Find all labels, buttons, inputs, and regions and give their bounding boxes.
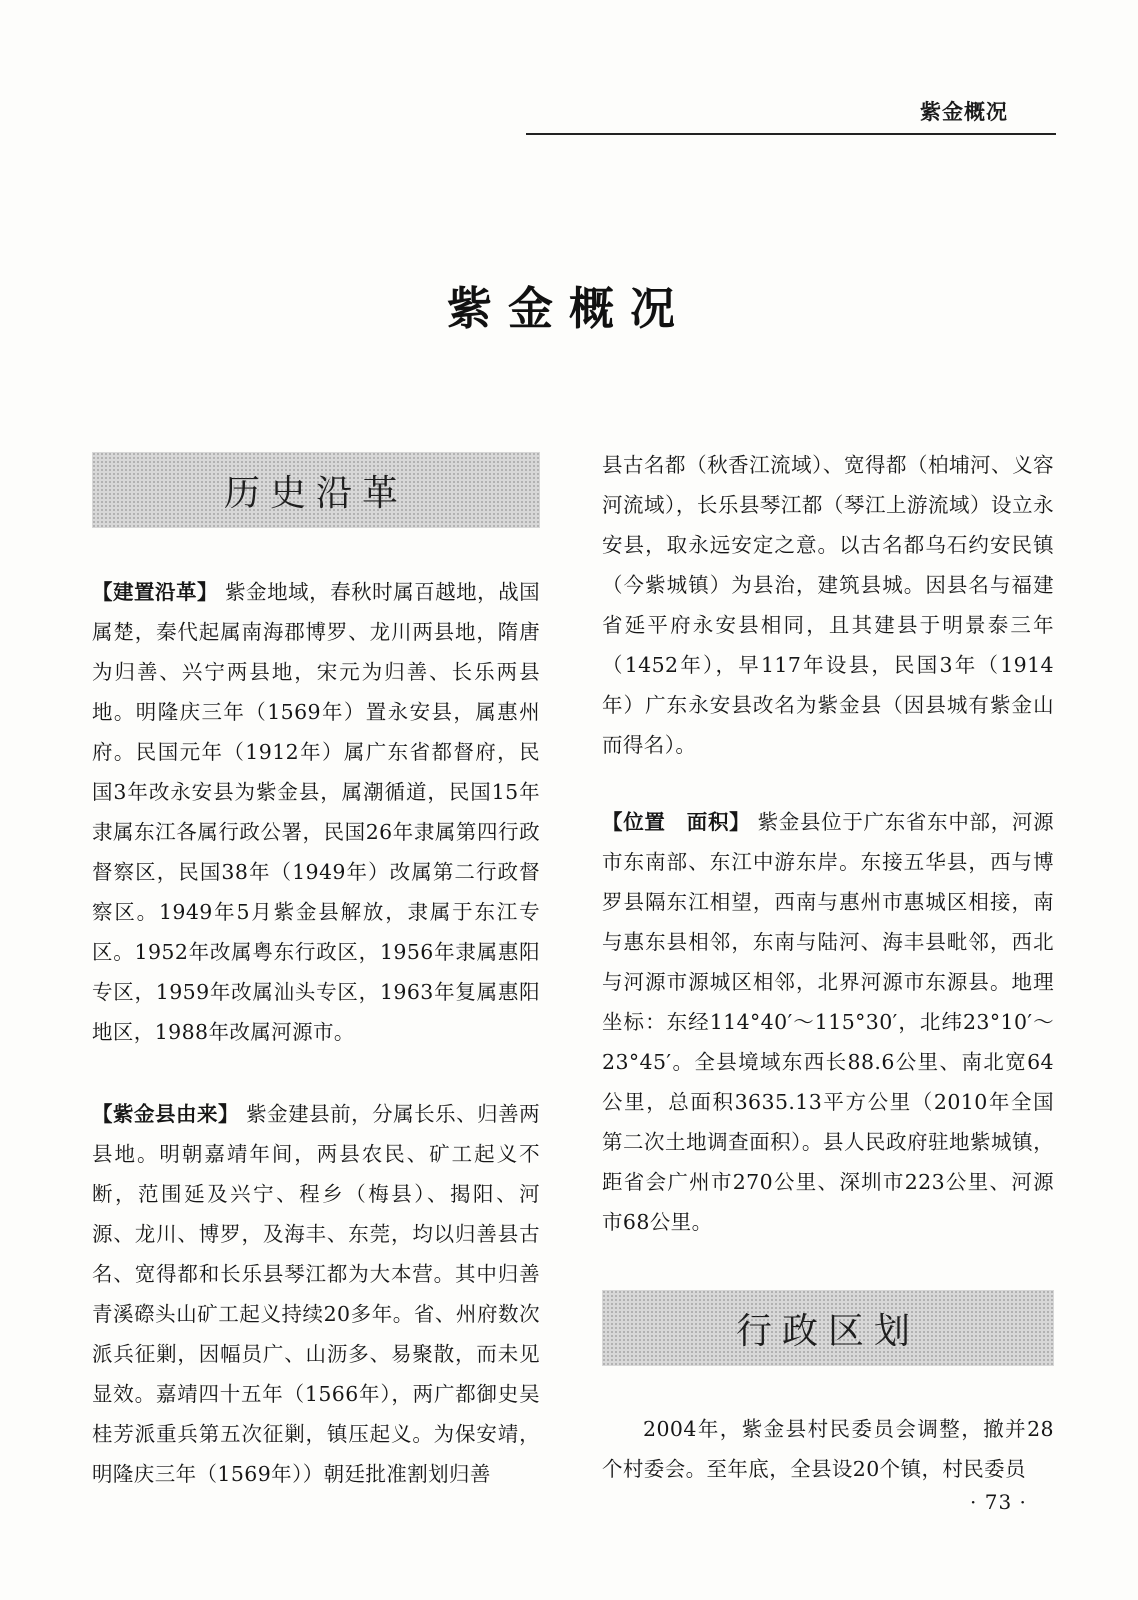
term-location-area: 【位置 面积】 [602, 810, 751, 834]
page-number: · 73 · [970, 1490, 1027, 1514]
paragraph-administrative-division [602, 1409, 1054, 1489]
paragraph-establishment [92, 572, 540, 1052]
section-heading-admin: 行政区划 [735, 1310, 920, 1352]
paragraph-county-origin-continued [602, 445, 1054, 765]
text-county-origin-continued: 县古名都（秋香江流域）、宽得都（柏埔河、义容河流域），长乐县琴江都（琴江上游流域）设立永安县，取永远安定之意。以古名都乌石约安民镇（今紫城镇）为县治，建筑县城。因县名与福建省延平府永安县相同，且其建县于明景泰三年（1452年），早117年设县，民国3年（1914年）广东永安县改名为紫金县（因县城有紫金山而得名）。 [602, 453, 1054, 757]
section-banner-admin [602, 1290, 1054, 1366]
section-banner-history [92, 452, 540, 528]
paragraph-county-origin [92, 1094, 540, 1494]
text-location-area: 紫金县位于广东省东中部，河源市东南部、东江中游东岸。东接五华县，西与博罗县隔东江相望，西南与惠州市惠城区相接，南与惠东县相邻，东南与陆河、海丰县毗邻，西北与河源市源城区相邻，北界河源市东源县。地理坐标：东经114°40′～115°30′，北纬23°10′～23°45′。全县境域东西长88.6公里、南北宽64公里，总面积3635.13平方公里（2010年全国第二次土地调查面积）。县人民政府驻地紫城镇，距省会广州市270公里、深圳市223公里、河源市68公里。 [602, 810, 1054, 1234]
header-rule [526, 133, 1056, 135]
term-establishment: 【建置沿革】 [92, 580, 219, 604]
paragraph-location-area [602, 802, 1054, 1242]
text-establishment: 紫金地域，春秋时属百越地，战国属楚，秦代起属南海郡博罗、龙川两县地，隋唐为归善、兴宁两县地，宋元为归善、长乐两县地。明隆庆三年（1569年）置永安县，属惠州府。民国元年（1912年）属广东省都督府，民国3年改永安县为紫金县，属潮循道，民国15年隶属东江各属行政公署，民国26年隶属第四行政督察区，民国38年（1949年）改属第二行政督察区。1949年5月紫金县解放，隶属于东江专区。1952年改属粤东行政区，1956年隶属惠阳专区，1959年改属汕头专区，1963年复属惠阳地区，1988年改属河源市。 [92, 580, 541, 1044]
section-heading-history: 历史沿革 [223, 472, 408, 514]
term-county-origin: 【紫金县由来】 [92, 1102, 240, 1126]
text-county-origin: 紫金建县前，分属长乐、归善两县地。明朝嘉靖年间，两县农民、矿工起义不断，范围延及兴宁、程乡（梅县）、揭阳、河源、龙川、博罗，及海丰、东莞，均以归善县古名、宽得都和长乐县琴江都为大本营。其中归善青溪磜头山矿工起义持续20多年。省、州府数次派兵征剿，因幅员广、山沥多、易聚散，而未见显效。嘉靖四十五年（1566年），两广都御史吴桂芳派重兵第五次征剿，镇压起义。为保安靖，明隆庆三年（1569年））朝廷批准割划归善 [92, 1102, 540, 1486]
page-title: 紫金概况 [446, 282, 691, 335]
running-header: 紫金概况 [920, 100, 1008, 124]
text-administrative-division: 2004年，紫金县村民委员会调整，撤并28个村委会。至年底，全县设20个镇，村民委员 [602, 1417, 1054, 1481]
